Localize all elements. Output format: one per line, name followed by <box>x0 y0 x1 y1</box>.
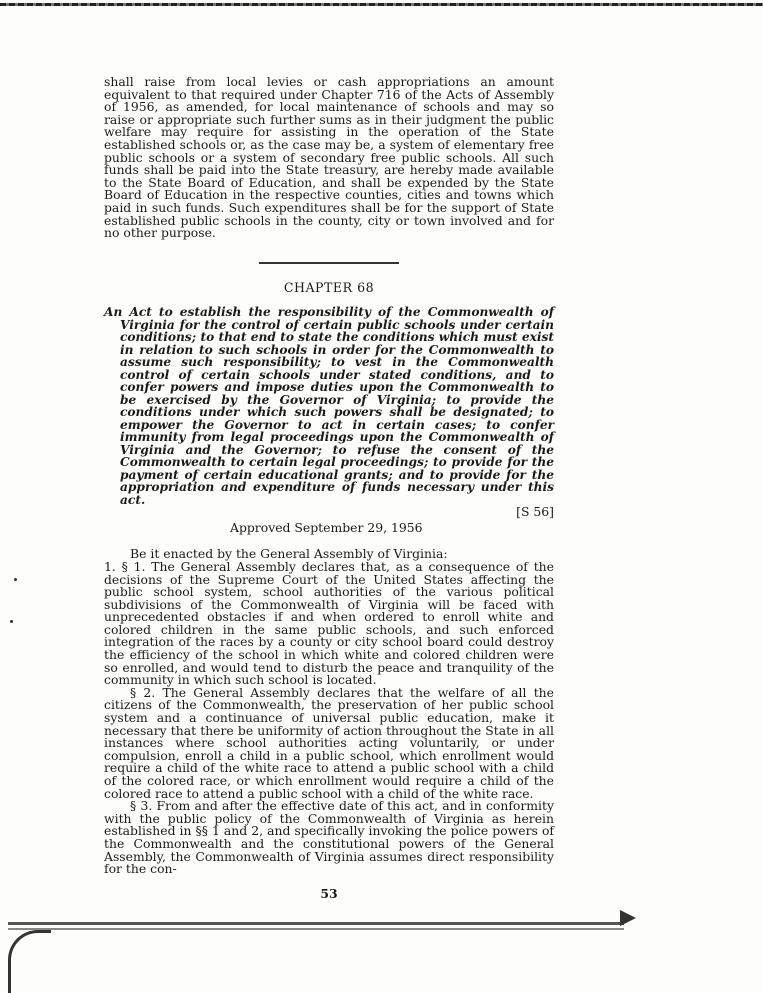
enacting-clause: Be it enacted by the General Assembly of Virginia: <box>130 546 448 562</box>
scan-speck <box>10 620 13 623</box>
carryover-paragraph: shall raise from local levies or cash appropriations an amount equivalent to that required under Chapter 716 of the Acts of Assembly of 1956, as amended, for local maintenance of schools and may so raise or appropriate such further sums as in their judgment the public welfare may require for assisting in the operation of the State established schools or, as the case may be, a system of elementary free public schools or a system of secondary free public schools. All such funds shall be paid into the State treasury, are hereby made available to the State Board of Education, and shall be expended by the State Board of Education in the respective counties, cities and towns which paid in such funds. Such expenditures shall be for the support of State established public schools in the county, city or town involved and for no other purpose. <box>104 74 554 241</box>
scan-top-edge <box>0 3 763 6</box>
approval-date: Approved September 29, 1956 <box>230 520 423 536</box>
scan-bottom-edge <box>8 928 624 930</box>
bill-number: [S 56] <box>516 504 554 520</box>
section-1: 1. § 1. The General Assembly declares that, as a consequence of the decisions of the Supreme Court of the United States affecting the public school system, school authorities of the various political subdivisions of the Commonwealth of Virginia will be faced with unprecedented obstacles if and when ordered to enroll white and colored children in the same public schools, and such enforced integration of the races by a county or city school board could destroy the efficiency of the school in which white and colored children were so enrolled, and would tend to disturb the peace and tranquility of the community in which such school is located. <box>104 558 554 688</box>
section-3: § 3. From and after the effective date of this act, and in conformity with the public policy of the Commonwealth of Virginia as herein established in §§ 1 and 2, and specifically invoking the police powers of the Commonwealth and the constitutional powers of the General Assembly, the Commonwealth of Virginia assumes direct responsibility for the con- <box>104 798 554 877</box>
page-number: 53 <box>320 885 338 901</box>
scan-bottom-edge <box>8 922 624 925</box>
scan-speck <box>14 578 17 581</box>
document-page <box>104 76 554 900</box>
scan-corner-mark <box>8 930 51 993</box>
chapter-heading: CHAPTER 68 <box>283 279 375 295</box>
act-title: An Act to establish the responsibility of the Commonwealth of Virginia for the control of certain public schools under certain conditions; to that end to state the conditions which must exist in relation to such schools in order for the Commonwealth to assume such responsibility; to vest in the Commonwealth control of certain schools under stated conditions, and to confer powers and impose duties upon the Commonwealth to be exercised by the Governor of Virginia; to provide the conditions under which such powers shall be designated; to empower the Governor to act in certain cases; to confer immunity from legal proceedings upon the Commonwealth of Virginia and the Governor; to refuse the consent of the Commonwealth to certain legal proceedings; to provide for the payment of certain educational grants; and to provide for the appropriation and expenditure of funds necessary under this act. <box>104 305 554 507</box>
section-2: § 2. The General Assembly declares that the welfare of all the citizens of the Commonwealth, the preservation of her public school system and a continuance of universal public education, make it necessary that there be uniformity of action throughout the State in all instances where school authorities acting voluntarily, or under compulsion, enroll a child in a public school, which enrollment would require a child of the white race to attend a public school with a child of the colored race, or which enrollment would require a child of the colored race to attend a public school with a child of the white race. <box>104 684 554 801</box>
approval-row <box>104 506 554 540</box>
section-divider <box>259 262 399 264</box>
arrow-icon <box>620 910 636 926</box>
